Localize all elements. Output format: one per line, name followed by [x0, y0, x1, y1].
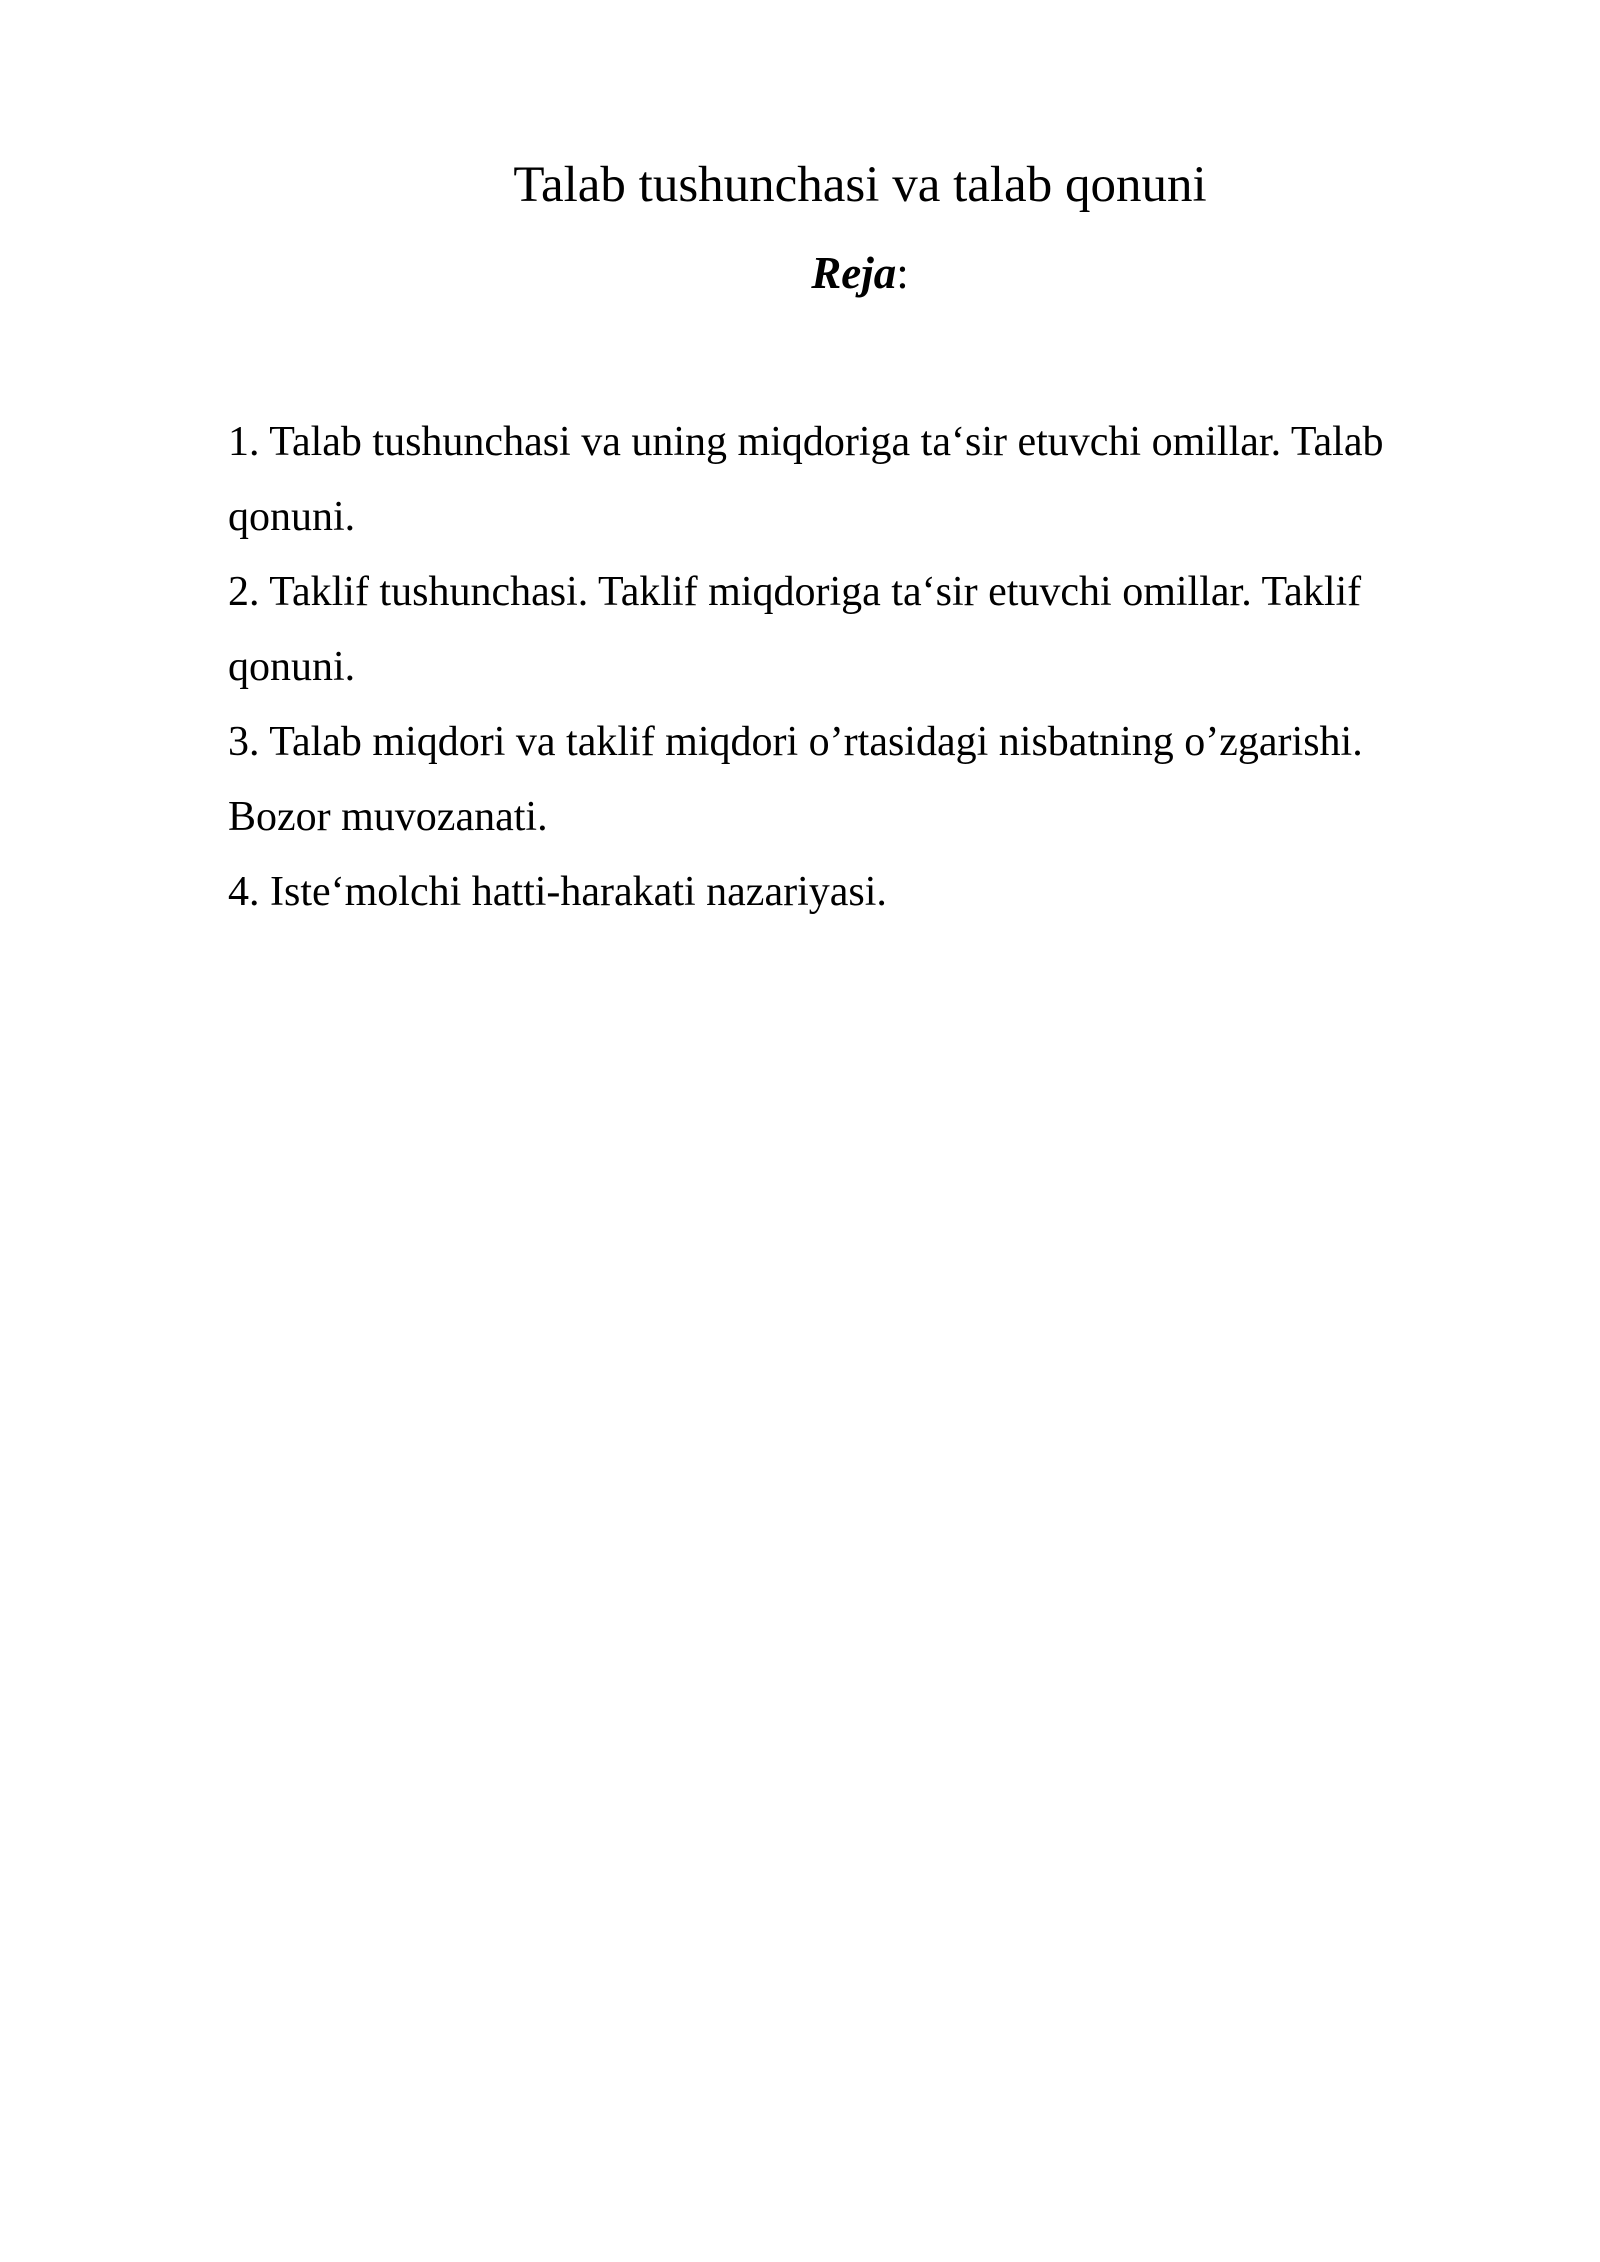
- plan-heading-colon: :: [896, 248, 909, 298]
- plan-item-1: 1. Talab tushunchasi va uning miqdoriga ta‘sir etuvchi omillar. Talab qonuni.: [228, 419, 1384, 540]
- document-title: Talab tushunchasi va talab qonuni: [513, 157, 1207, 213]
- plan-item-4: 4. Iste‘molchi hatti-harakati nazariyasi.: [228, 869, 887, 915]
- plan-heading-word: Reja: [811, 248, 897, 298]
- plan-item-3: 3. Talab miqdori va taklif miqdori o’rtasidagi nisbatning o’zgarishi. Bozor muvozanati.: [228, 719, 1363, 840]
- plan-item-2: 2. Taklif tushunchasi. Taklif miqdoriga ta‘sir etuvchi omillar. Taklif qonuni.: [228, 569, 1362, 690]
- plan-heading: [0, 242, 1600, 304]
- plan-list: [228, 405, 1448, 930]
